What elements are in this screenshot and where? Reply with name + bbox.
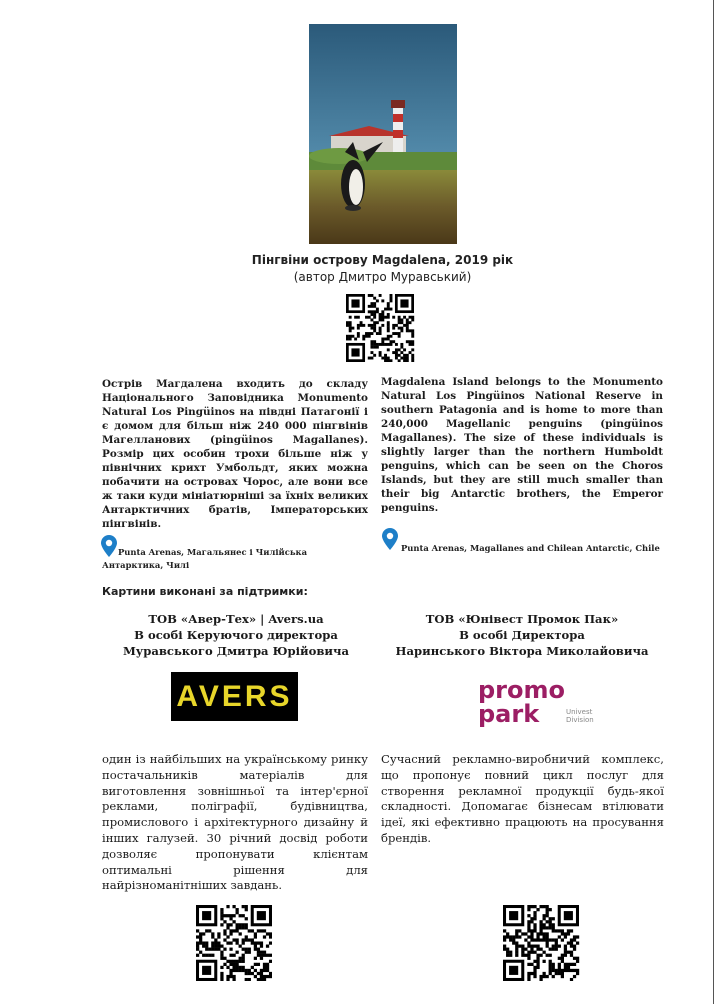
penguin-photo bbox=[309, 24, 457, 244]
qr-code-avers[interactable] bbox=[196, 905, 272, 981]
promo-logo-line1: promo bbox=[478, 676, 565, 704]
qr-code-main[interactable] bbox=[346, 294, 416, 362]
avers-description: один із найбільших на українському ринку постачальників матеріалів для виготовлення зовнішньої та інтер'єрної реклами, поліграфії, будівництва, промислового і архітектурного дизайну й інших галузей. 30 річний досвід роботи дозволяє пропонувати клієнтам оптимальні рішення для найрізноманітніших завдань. bbox=[102, 752, 368, 893]
company-promo bbox=[380, 611, 664, 659]
company-avers bbox=[98, 611, 374, 659]
promo-description: Сучасний рекламно-виробничий комплекс, що пропонує повний цикл послуг для створення рекламної продукції будь-якої складності. Допомагає бізнесам втілювати ідеї, які ефективно працюють на просування брендів. bbox=[381, 752, 664, 845]
qr-code-promo[interactable] bbox=[503, 905, 581, 981]
location-ua: Punta Arenas, Магальянес і Чилійська Антарктика, Чилі bbox=[102, 547, 308, 570]
photo-title: Пінгвіни острову Magdalena, 2019 рік bbox=[251, 253, 514, 267]
avers-logo bbox=[171, 672, 298, 721]
company-promo-person: Наринського Віктора Миколайовича bbox=[395, 644, 649, 658]
description-ua: Острів Магдалена входить до складу Національного Заповідника Monumento Natural Los Pingüinos на півдні Патагонії і є домом для більш ніж 240 000 пінгвінів Магеллановиx (pingüinos Magallanes). Розмір цих особин трохи більше ніж у північних крихт Умбольдт, яких можна побачити на островах Чорос, але вони все ж таки куди мініатюрніші за їхніх великих Антарктичних братів, Імператорських пінгвінів. bbox=[102, 378, 368, 530]
company-avers-name: ТОВ «Авер-Тех» | Avers.ua bbox=[148, 612, 324, 626]
company-promo-role: В особі Директора bbox=[459, 628, 585, 642]
company-avers-role: В особі Керуючого директора bbox=[134, 628, 338, 642]
promo-park-logo bbox=[470, 672, 620, 732]
company-avers-person: Муравського Дмитра Юрійовича bbox=[122, 644, 350, 658]
support-heading: Картини виконані за підтримки: bbox=[102, 585, 308, 598]
promo-logo-sub1: Univest bbox=[566, 708, 593, 716]
photo-author: (автор Дмитро Муравський) bbox=[293, 270, 472, 284]
description-en: Magdalena Island belongs to the Monumento Natural Los Pingüinos National Reserve in southern Patagonia and is home to more than 240,000 Magellanic penguins (pingüinos Magallanes). The size of these individuals is slightly larger than the northern Humboldt penguins, which can be seen on the Choros Islands, but they are still much smaller than their big Antarctic brothers, the Emperor penguins. bbox=[381, 376, 663, 514]
company-promo-name: ТОВ «Юнівест Промок Пак» bbox=[425, 612, 619, 626]
promo-logo-line2: park bbox=[478, 700, 540, 728]
location-pin-icon bbox=[382, 528, 398, 550]
location-en: Punta Arenas, Magallanes and Chilean Antarctic, Chile bbox=[401, 543, 660, 553]
avers-logo-text: AVERS bbox=[176, 680, 293, 713]
promo-logo-sub2: Division bbox=[566, 716, 594, 724]
